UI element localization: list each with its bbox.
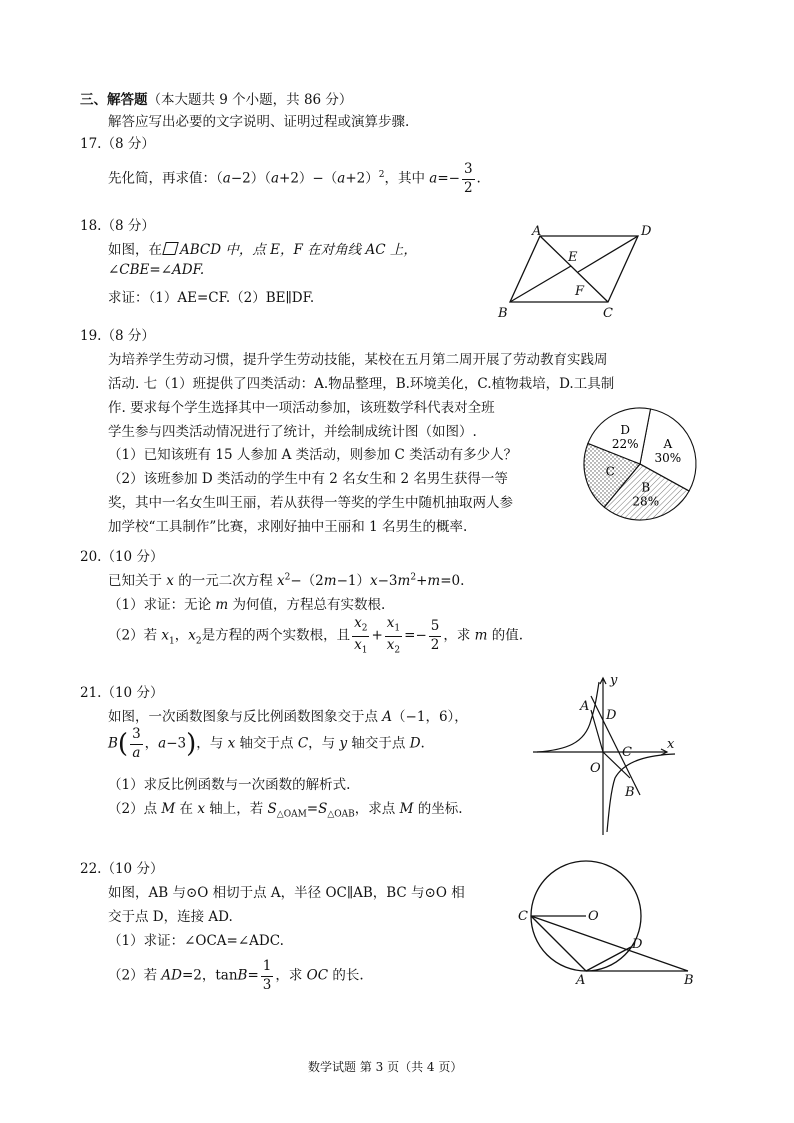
label-f: F: [575, 284, 585, 299]
q22-circle-figure: [510, 860, 700, 990]
label-d: D: [632, 937, 643, 952]
q21-line1: 如图，一次函数图象与反比例函数图象交于点 A（−1，6），: [108, 709, 468, 725]
label-a: A: [532, 224, 542, 239]
label-d: D: [606, 708, 617, 723]
pie-percent-a: 30%: [654, 450, 682, 465]
segment-cb: [531, 916, 688, 971]
q18-line2: ∠CBE=∠ADF.: [108, 262, 205, 278]
q22-line2: 交于点 D，连接 AD.: [108, 909, 233, 925]
q19-line6: （2）该班参加 D 类活动的学生中有 2 名女生和 2 名男生获得一等: [108, 471, 508, 487]
segment-df: [578, 236, 638, 272]
q21-number: 21.（10 分）: [80, 685, 164, 701]
label-e: E: [568, 250, 578, 265]
pie-percent-b: 28%: [632, 494, 660, 509]
section-note: （本大题共 9 个小题，共 86 分）: [147, 92, 353, 108]
pie-label-b: B: [641, 480, 651, 495]
q19-line7: 奖，其中一名女生叫王丽，若从获得一等奖的学生中随机抽取两人参: [108, 495, 513, 511]
q17-number: 17.（8 分）: [80, 136, 155, 152]
q22-line4: （2）若 AD=2，tanB= $\frac{1}{3}$ ，求 OC 的长.: [108, 958, 364, 993]
pie-percent-d: 22%: [611, 437, 639, 452]
q19-number: 19.（8 分）: [80, 328, 155, 344]
q19-line3: 作. 要求每个学生选择其中一项活动参加，该班数学科代表对全班: [108, 400, 495, 416]
q18-line1: 如图，在 ABCD 中，点 E，F 在对角线 AC 上，: [108, 242, 417, 258]
q22-line1: 如图，AB 与⊙O 相切于点 A，半径 OC∥AB，BC 与⊙O 相: [108, 885, 465, 901]
q22-fraction-1-3: $\frac{1}{3}$: [262, 958, 272, 993]
label-x: x: [667, 737, 675, 752]
q21-line3: （1）求反比例函数与一次函数的解析式.: [108, 777, 351, 793]
q19-line2: 活动. 七（1）班提供了四类活动：A.物品整理，B.环境美化，C.植物栽培，D.工具制: [108, 376, 615, 392]
q20-fraction-5-2: $\frac{5}{2}$: [430, 618, 440, 653]
label-c: C: [622, 745, 632, 760]
label-b: B: [684, 973, 694, 988]
section-title: 三、解答题: [80, 92, 148, 108]
q20-line3: （2）若 $x_1$，$x_2$是方程的两个实数根，且 $\frac{x_2}{x_1}$ + $\frac{x_1}{x_2}$ =− $\frac{5}{2}$ ，求 m 的值.: [108, 615, 524, 656]
q22-number: 22.（10 分）: [80, 861, 164, 877]
label-a: A: [576, 973, 586, 988]
hyperbola-branch-left: [537, 682, 599, 752]
label-o: O: [588, 909, 599, 924]
activity-pie-chart: [580, 404, 700, 524]
label-b: B: [498, 306, 508, 321]
label-y: y: [610, 673, 618, 688]
segment-ca: [531, 916, 586, 971]
q22-line3: （1）求证：∠OCA=∠ADC.: [108, 933, 284, 949]
section-header: [80, 88, 352, 108]
q20-line1: 已知关于 x 的一元二次方程 $x^2-(2m-1)x-3m^2+m=0$.: [108, 572, 465, 589]
diagonal-ac: [540, 236, 608, 302]
q19-line4: 学生参与四类活动情况进行了统计，并绘制成统计图（如图）.: [108, 424, 477, 440]
q18-line3: 求证：（1）AE=CF.（2）BE∥DF.: [108, 290, 315, 306]
q18-parallelogram-figure: [490, 222, 660, 322]
label-c: C: [518, 909, 528, 924]
q18-number: 18.（8 分）: [80, 218, 155, 234]
label-o: O: [590, 761, 601, 776]
q20-fraction-x2-x1: $\frac{x_2}{x_1}$: [354, 615, 368, 656]
parallelogram-symbol: [162, 242, 178, 255]
q20-fraction-x1-x2: $\frac{x_1}{x_2}$: [386, 615, 401, 656]
q20-number: 20.（10 分）: [80, 549, 164, 565]
q17-fraction: $\frac{3}{2}$: [463, 161, 473, 196]
q21-line4: （2）点 M 在 x 轴上，若 $S_{\triangle OAM}=S_{\triangle OAB}$，求点 M 的坐标.: [108, 801, 463, 820]
q19-line8: 加学校“工具制作”比赛，求刚好抽中王丽和 1 名男生的概率.: [108, 519, 468, 535]
q21-function-graph: [525, 670, 695, 840]
pie-label-a: A: [663, 436, 673, 451]
pie-label-d: D: [620, 423, 630, 438]
segment-ad: [586, 947, 631, 971]
q20-line2: （1）求证：无论 m 为何值，方程总有实数根.: [108, 597, 386, 613]
segment-be: [510, 266, 571, 302]
q21-line2: B( $\frac{3}{a}$ ，a−3)，与 x 轴交于点 C，与 y 轴交于点 D.: [108, 726, 425, 761]
q19-line1: 为培养学生劳动习惯，提升学生劳动技能，某校在五月第二周开展了劳动教育实践周: [108, 352, 608, 368]
label-c: C: [603, 306, 613, 321]
q19-line5: （1）已知该班有 15 人参加 A 类活动，则参加 C 类活动有多少人？: [108, 447, 518, 463]
pie-label-c: C: [605, 464, 615, 479]
label-d: D: [641, 224, 652, 239]
q17-text: 先化简，再求值：$(a-2)(a+2)-(a+2)^2$，其中 a=− $\frac{3}{2}$ .: [108, 161, 481, 196]
label-b: B: [625, 785, 635, 800]
section-instruction: 解答应写出必要的文字说明、证明过程或演算步骤.: [108, 114, 410, 130]
page-footer: 数学试题 第 3 页（共 4 页）: [308, 1060, 463, 1074]
label-a: A: [580, 699, 590, 714]
q21-fraction-3-a: $\frac{3}{a}$: [132, 726, 141, 761]
